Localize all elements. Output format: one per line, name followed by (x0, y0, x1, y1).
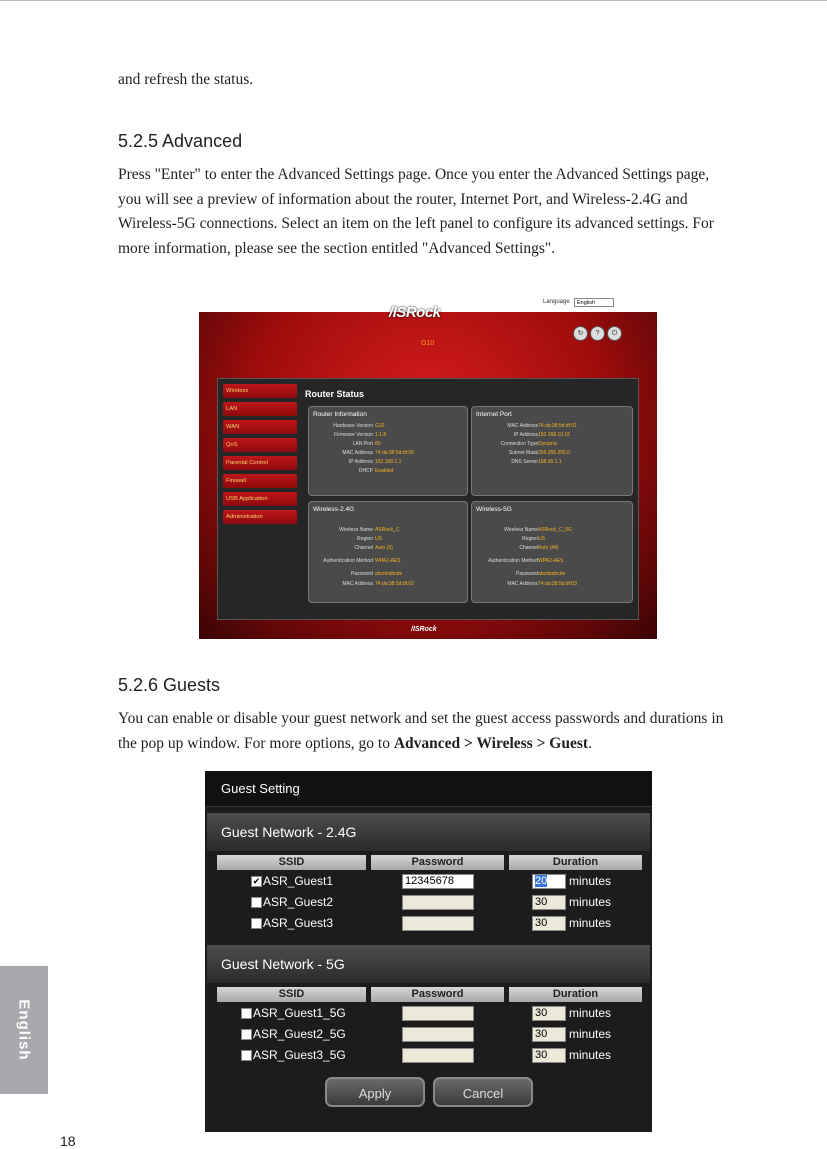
guest-ssid-row[interactable]: ASR_Guest2_5G (241, 1025, 346, 1043)
asrock-bottom-logo: /ISRock (411, 626, 437, 633)
info-row: DHCP Enabled (358, 468, 394, 474)
menu-item-wan[interactable]: WAN (223, 420, 297, 434)
ssid-column-header: SSID (217, 855, 366, 870)
menu-item-wireless[interactable]: Wireless (223, 384, 297, 398)
duration-input[interactable]: 20 (532, 874, 566, 889)
top-rule (0, 0, 827, 1)
guest-ssid-row[interactable]: ✔ ASR_Guest1 (252, 874, 334, 888)
logout-icon[interactable]: ⏻ (607, 326, 622, 341)
page-number: 18 (60, 1133, 76, 1149)
asrock-logo: /ISRock (389, 304, 441, 321)
guest-ssid-row[interactable]: ASR_Guest1_5G (241, 1004, 346, 1022)
advanced-heading: 5.2.5 Advanced (118, 131, 243, 151)
menu-item-parental-control[interactable]: Parental Control (223, 456, 297, 470)
panel-title: Wireless-5G (476, 506, 512, 513)
refresh-icon[interactable]: ↻ (573, 326, 588, 341)
internet-port-panel (471, 406, 633, 496)
menu-item-administration[interactable]: Administration (223, 510, 297, 524)
guest-network-24g-heading: Guest Network - 2.4G (207, 813, 650, 851)
router-status-screenshot (199, 298, 657, 639)
info-row: Connection Type Dynamic (500, 441, 558, 447)
enable-checkbox[interactable] (251, 897, 262, 908)
info-row: Channel Auto (6) (354, 545, 393, 551)
panel-title: Router Information (313, 411, 367, 418)
duration-input[interactable]: 30 (532, 895, 566, 910)
duration-unit: minutes (569, 1048, 612, 1062)
menu-item-firewall[interactable]: Firewall (223, 474, 297, 488)
router-information-panel (308, 406, 468, 496)
info-row: Region US (522, 536, 545, 542)
enable-checkbox[interactable] (251, 918, 262, 929)
duration-input[interactable]: 30 (532, 1006, 566, 1021)
duration-column-header: Duration (509, 855, 642, 870)
info-row: DNS Server 168.95.1.1 (511, 459, 562, 465)
settings-menu (223, 384, 297, 528)
password-input[interactable] (402, 916, 474, 931)
header-icons (571, 322, 622, 341)
language-select[interactable]: English (574, 298, 614, 307)
info-row: MAC Address 74:da:38:5d:df:01 (507, 423, 577, 429)
duration-input[interactable]: 30 (532, 916, 566, 931)
help-icon[interactable]: ? (590, 326, 605, 341)
duration-unit: minutes (569, 874, 612, 888)
info-row: MAC Address 74:da:38:5d:df:02 (342, 581, 414, 587)
duration-unit: minutes (569, 1006, 612, 1020)
info-row: Authentication Method WPA2-AES (488, 558, 564, 564)
guest-network-5g-heading: Guest Network - 5G (207, 945, 650, 983)
cancel-button[interactable]: Cancel (433, 1077, 533, 1107)
language-side-tab (0, 966, 48, 1094)
panel-title: Internet Port (476, 411, 512, 418)
info-row: MAC Address 74:da:38:5d:df:03 (507, 581, 577, 587)
info-row: IP Address 192.168.1.1 (348, 459, 402, 465)
panel-title: Wireless-2.4G (313, 506, 355, 513)
info-row: Hardware Version G10 (333, 423, 385, 429)
wireless-24g-panel (308, 501, 468, 603)
info-row: Wireless Name ASRock_C (339, 527, 400, 533)
menu-item-usb-application[interactable]: USB Application (223, 492, 297, 506)
menu-item-lan[interactable]: LAN (223, 402, 297, 416)
side-tab-label: English (15, 999, 33, 1061)
info-row: Channel Auto (44) (519, 545, 559, 551)
info-row: Subnet Mask 255.255.255.0 (508, 450, 570, 456)
info-row: Region US (357, 536, 382, 542)
intro-text: and refresh the status. (118, 71, 254, 88)
guest-ssid-row[interactable]: ASR_Guest3 (251, 914, 333, 932)
info-row: Authentication Method WPA2-AES (323, 558, 401, 564)
wireless-5g-panel (471, 501, 633, 603)
guest-setting-window (205, 771, 652, 1132)
menu-item-qos[interactable]: QoS (223, 438, 297, 452)
password-input[interactable] (402, 1027, 474, 1042)
password-column-header: Password (371, 855, 504, 870)
password-input[interactable]: 12345678 (402, 874, 474, 889)
info-row: Password abcdeabcde (516, 571, 566, 577)
password-input[interactable] (402, 1048, 474, 1063)
apply-button[interactable]: Apply (325, 1077, 425, 1107)
router-status-title: Router Status (305, 389, 365, 399)
ssid-column-header: SSID (217, 987, 366, 1002)
password-input[interactable] (402, 895, 474, 910)
router-model: G10 (421, 340, 435, 347)
enable-checkbox[interactable] (241, 1008, 252, 1019)
enable-checkbox[interactable]: ✔ (252, 876, 261, 887)
duration-unit: minutes (569, 1027, 612, 1041)
duration-input[interactable]: 30 (532, 1027, 566, 1042)
info-row: Wireless Name ASRock_C_5G (504, 527, 572, 533)
info-row: Firmware Version 1.1.8 (334, 432, 387, 438)
info-row: LAN Port 80 (352, 441, 381, 447)
info-row: Password abcdeabcde (351, 571, 403, 577)
advanced-body: Press "Enter" to enter the Advanced Settings page. Once you enter the Advanced Settings page, you will see a preview of information about the router, Internet Port, and Wireless-2.4G and Wireless-5G connections. Select an item on the left panel to configure its advanced settings. For more information, please see the section entitled "Advanced Settings". (118, 166, 714, 257)
password-input[interactable] (402, 1006, 474, 1021)
password-column-header: Password (371, 987, 504, 1002)
enable-checkbox[interactable] (241, 1029, 252, 1040)
duration-input[interactable]: 30 (532, 1048, 566, 1063)
duration-unit: minutes (569, 895, 612, 909)
guest-setting-title: Guest Setting (205, 771, 652, 807)
enable-checkbox[interactable] (241, 1050, 252, 1061)
guests-heading: 5.2.6 Guests (118, 675, 221, 695)
info-row: IP Address 192.168.10.16 (513, 432, 570, 438)
guest-ssid-row[interactable]: ASR_Guest3_5G (241, 1046, 346, 1064)
info-row: MAC Address 74:da:38:5d:df:00 (342, 450, 414, 456)
guests-body: You can enable or disable your guest network and set the guest access passwords and durations in the pop up window. For more options, go to Advanced > Wireless > Guest. (118, 710, 724, 752)
language-label: Language (543, 299, 570, 305)
duration-unit: minutes (569, 916, 612, 930)
duration-column-header: Duration (509, 987, 642, 1002)
guest-ssid-row[interactable]: ASR_Guest2 (251, 893, 333, 911)
